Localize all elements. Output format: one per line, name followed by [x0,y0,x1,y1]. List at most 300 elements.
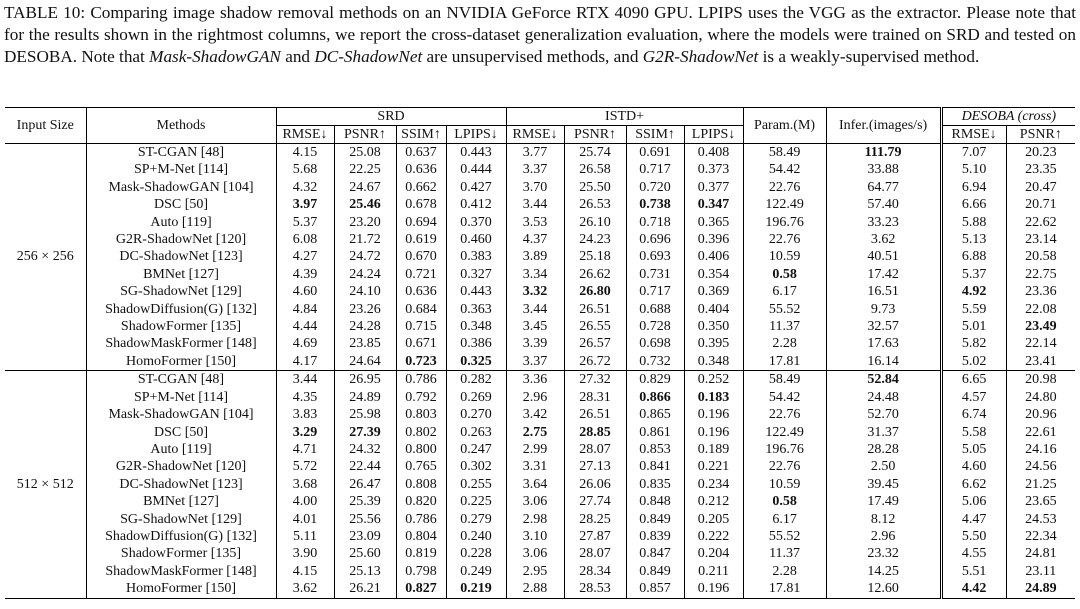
cell-srd-ssim: 0.670 [396,248,446,265]
cell-srd-rmse: 4.01 [276,511,334,528]
cell-srd-rmse: 4.00 [276,493,334,510]
table-row [5,580,1075,598]
cell-istd-psnr: 28.07 [564,441,626,458]
cell-param: 55.52 [743,301,826,318]
cell-istd-lpips: 0.350 [684,318,743,335]
cell-desoba-psnr: 20.23 [1006,144,1075,162]
cell-srd-rmse: 4.15 [276,144,334,162]
cell-srd-ssim: 0.765 [396,458,446,475]
table-row [5,424,1075,441]
cell-istd-ssim: 0.866 [626,389,684,406]
cell-istd-rmse: 3.44 [506,301,564,318]
cell-param: 22.76 [743,179,826,196]
cell-desoba-rmse: 5.37 [941,266,1006,283]
cell-srd-ssim: 0.804 [396,528,446,545]
cell-istd-psnr: 25.74 [564,144,626,162]
cell-istd-ssim: 0.698 [626,335,684,352]
method-cell: Mask-ShadowGAN [104] [86,406,276,423]
method-cell: ShadowFormer [135] [86,545,276,562]
cell-istd-psnr: 26.80 [564,283,626,300]
cell-istd-ssim: 0.829 [626,371,684,389]
cell-param: 17.81 [743,580,826,598]
cell-infer: 32.57 [826,318,941,335]
method-cell: G2R-ShadowNet [120] [86,458,276,475]
cell-srd-rmse: 5.11 [276,528,334,545]
cell-srd-rmse: 4.17 [276,353,334,371]
cell-srd-ssim: 0.636 [396,283,446,300]
cell-param: 122.49 [743,196,826,213]
cell-param: 10.59 [743,248,826,265]
cell-istd-ssim: 0.738 [626,196,684,213]
cell-istd-ssim: 0.717 [626,161,684,178]
cell-istd-rmse: 2.95 [506,563,564,580]
table-row [5,441,1075,458]
cell-desoba-psnr: 24.53 [1006,511,1075,528]
cell-srd-lpips: 0.255 [446,476,506,493]
table-row [5,231,1075,248]
cell-srd-psnr: 24.72 [334,248,396,265]
cell-istd-psnr: 26.57 [564,335,626,352]
cell-istd-psnr: 26.06 [564,476,626,493]
cell-srd-psnr: 26.21 [334,580,396,598]
cell-srd-ssim: 0.820 [396,493,446,510]
cell-srd-ssim: 0.802 [396,424,446,441]
cell-istd-rmse: 2.88 [506,580,564,598]
cell-desoba-psnr: 24.56 [1006,458,1075,475]
cell-infer: 16.51 [826,283,941,300]
cell-istd-psnr: 28.53 [564,580,626,598]
cell-infer: 9.73 [826,301,941,318]
cell-param: 22.76 [743,406,826,423]
method-cell: DC-ShadowNet [123] [86,248,276,265]
cell-istd-psnr: 28.07 [564,545,626,562]
cell-istd-lpips: 0.373 [684,161,743,178]
header-infer: Infer.(images/s) [826,108,941,144]
cell-desoba-rmse: 6.74 [941,406,1006,423]
cell-istd-ssim: 0.839 [626,528,684,545]
cell-srd-rmse: 3.83 [276,406,334,423]
cell-desoba-rmse: 5.82 [941,335,1006,352]
table-header [5,108,1075,144]
cell-istd-lpips: 0.196 [684,406,743,423]
cell-infer: 16.14 [826,353,941,371]
cell-srd-rmse: 3.44 [276,371,334,389]
cell-istd-lpips: 0.406 [684,248,743,265]
cell-srd-rmse: 4.15 [276,563,334,580]
cell-srd-rmse: 4.44 [276,318,334,335]
cell-istd-rmse: 3.06 [506,545,564,562]
cell-srd-lpips: 0.249 [446,563,506,580]
cell-istd-psnr: 26.10 [564,214,626,231]
cell-srd-ssim: 0.827 [396,580,446,598]
cell-istd-lpips: 0.234 [684,476,743,493]
table-row [5,528,1075,545]
header-istd-lpips: LPIPS↓ [684,126,743,144]
cell-desoba-psnr: 23.49 [1006,318,1075,335]
cell-param: 11.37 [743,318,826,335]
cell-srd-lpips: 0.282 [446,371,506,389]
cell-istd-lpips: 0.212 [684,493,743,510]
method-cell: G2R-ShadowNet [120] [86,231,276,248]
cell-srd-rmse: 5.37 [276,214,334,231]
cell-istd-rmse: 2.98 [506,511,564,528]
cell-infer: 3.62 [826,231,941,248]
cell-desoba-psnr: 22.61 [1006,424,1075,441]
cell-istd-psnr: 28.85 [564,424,626,441]
cell-istd-ssim: 0.848 [626,493,684,510]
cell-desoba-psnr: 24.89 [1006,580,1075,598]
method-cell: ST-CGAN [48] [86,144,276,162]
caption-italic-dc-shadownet: DC-ShadowNet [314,47,423,67]
cell-srd-lpips: 0.427 [446,179,506,196]
cell-srd-rmse: 4.27 [276,248,334,265]
cell-param: 2.28 [743,563,826,580]
cell-srd-lpips: 0.348 [446,318,506,335]
cell-srd-psnr: 25.46 [334,196,396,213]
cell-istd-psnr: 26.72 [564,353,626,371]
cell-srd-rmse: 3.97 [276,196,334,213]
cell-desoba-psnr: 22.62 [1006,214,1075,231]
cell-istd-ssim: 0.731 [626,266,684,283]
cell-istd-rmse: 2.99 [506,441,564,458]
cell-infer: 17.63 [826,335,941,352]
cell-desoba-psnr: 22.75 [1006,266,1075,283]
cell-srd-psnr: 23.20 [334,214,396,231]
cell-srd-ssim: 0.800 [396,441,446,458]
cell-istd-psnr: 27.74 [564,493,626,510]
cell-istd-rmse: 3.36 [506,371,564,389]
header-istd-psnr: PSNR↑ [564,126,626,144]
cell-srd-rmse: 5.68 [276,161,334,178]
cell-istd-rmse: 3.06 [506,493,564,510]
cell-istd-psnr: 27.13 [564,458,626,475]
cell-desoba-rmse: 4.42 [941,580,1006,598]
cell-istd-psnr: 27.32 [564,371,626,389]
cell-srd-rmse: 3.29 [276,424,334,441]
table-row [5,545,1075,562]
cell-desoba-rmse: 5.02 [941,353,1006,371]
caption-text: TABLE 10: Comparing image shadow removal methods on an NVIDIA GeForce RTX 4090 GPU. LPIPS uses the VGG as the extractor. Please note that for the results shown in the rightmost columns, we report the cross-dataset generalization evaluation, where the models were trained on SRD and tested on DESOBA. Note that [4,3,1076,67]
cell-infer: 64.77 [826,179,941,196]
cell-infer: 8.12 [826,511,941,528]
cell-srd-ssim: 0.715 [396,318,446,335]
cell-desoba-rmse: 6.66 [941,196,1006,213]
cell-infer: 57.40 [826,196,941,213]
cell-srd-lpips: 0.363 [446,301,506,318]
cell-srd-lpips: 0.225 [446,493,506,510]
cell-istd-ssim: 0.847 [626,545,684,562]
cell-desoba-psnr: 20.98 [1006,371,1075,389]
cell-desoba-psnr: 22.34 [1006,528,1075,545]
cell-istd-rmse: 2.96 [506,389,564,406]
header-istd-ssim: SSIM↑ [626,126,684,144]
cell-srd-rmse: 4.69 [276,335,334,352]
cell-desoba-rmse: 6.62 [941,476,1006,493]
cell-srd-psnr: 23.09 [334,528,396,545]
cell-srd-lpips: 0.386 [446,335,506,352]
cell-srd-psnr: 25.13 [334,563,396,580]
cell-srd-lpips: 0.302 [446,458,506,475]
cell-srd-ssim: 0.798 [396,563,446,580]
cell-istd-rmse: 3.53 [506,214,564,231]
header-desoba-psnr: PSNR↑ [1006,126,1075,144]
cell-srd-lpips: 0.444 [446,161,506,178]
cell-param: 10.59 [743,476,826,493]
cell-istd-ssim: 0.688 [626,301,684,318]
cell-desoba-rmse: 5.58 [941,424,1006,441]
cell-srd-psnr: 22.25 [334,161,396,178]
table-row [5,353,1075,371]
cell-srd-rmse: 6.08 [276,231,334,248]
cell-desoba-rmse: 4.92 [941,283,1006,300]
cell-desoba-rmse: 4.60 [941,458,1006,475]
method-cell: HomoFormer [150] [86,580,276,598]
cell-desoba-rmse: 5.05 [941,441,1006,458]
table-row [5,563,1075,580]
cell-istd-ssim: 0.691 [626,144,684,162]
method-cell: SP+M-Net [114] [86,389,276,406]
cell-srd-psnr: 27.39 [334,424,396,441]
header-methods: Methods [86,108,276,144]
cell-desoba-psnr: 20.96 [1006,406,1075,423]
cell-istd-lpips: 0.222 [684,528,743,545]
cell-srd-psnr: 25.56 [334,511,396,528]
method-cell: ShadowMaskFormer [148] [86,563,276,580]
cell-desoba-rmse: 6.88 [941,248,1006,265]
cell-srd-lpips: 0.263 [446,424,506,441]
cell-param: 0.58 [743,266,826,283]
cell-istd-lpips: 0.211 [684,563,743,580]
cell-srd-rmse: 4.35 [276,389,334,406]
table-caption [4,2,1076,69]
cell-srd-rmse: 4.71 [276,441,334,458]
method-cell: Auto [119] [86,441,276,458]
cell-infer: 33.88 [826,161,941,178]
cell-istd-lpips: 0.252 [684,371,743,389]
cell-infer: 17.42 [826,266,941,283]
cell-desoba-rmse: 7.07 [941,144,1006,162]
cell-srd-lpips: 0.228 [446,545,506,562]
cell-infer: 39.45 [826,476,941,493]
cell-infer: 2.50 [826,458,941,475]
header-istd-rmse: RMSE↓ [506,126,564,144]
cell-istd-ssim: 0.717 [626,283,684,300]
cell-istd-ssim: 0.849 [626,563,684,580]
table-row [5,318,1075,335]
cell-istd-rmse: 3.37 [506,161,564,178]
cell-istd-psnr: 27.87 [564,528,626,545]
cell-srd-psnr: 22.44 [334,458,396,475]
cell-istd-rmse: 3.34 [506,266,564,283]
method-cell: ShadowFormer [135] [86,318,276,335]
cell-desoba-rmse: 5.59 [941,301,1006,318]
cell-srd-rmse: 4.84 [276,301,334,318]
cell-param: 6.17 [743,511,826,528]
cell-istd-ssim: 0.835 [626,476,684,493]
cell-desoba-rmse: 5.01 [941,318,1006,335]
cell-param: 0.58 [743,493,826,510]
cell-param: 55.52 [743,528,826,545]
cell-istd-rmse: 3.39 [506,335,564,352]
cell-srd-ssim: 0.678 [396,196,446,213]
cell-param: 122.49 [743,424,826,441]
cell-srd-psnr: 24.10 [334,283,396,300]
cell-infer: 111.79 [826,144,941,162]
cell-istd-lpips: 0.395 [684,335,743,352]
cell-desoba-rmse: 4.47 [941,511,1006,528]
cell-istd-ssim: 0.857 [626,580,684,598]
cell-istd-lpips: 0.183 [684,389,743,406]
cell-istd-rmse: 3.45 [506,318,564,335]
cell-srd-psnr: 21.72 [334,231,396,248]
cell-infer: 33.23 [826,214,941,231]
cell-infer: 12.60 [826,580,941,598]
table-row [5,493,1075,510]
cell-desoba-psnr: 23.14 [1006,231,1075,248]
cell-srd-psnr: 24.64 [334,353,396,371]
table-row [5,458,1075,475]
cell-istd-lpips: 0.404 [684,301,743,318]
header-srd-lpips: LPIPS↓ [446,126,506,144]
table-row [5,144,1075,162]
cell-infer: 2.96 [826,528,941,545]
cell-param: 196.76 [743,214,826,231]
method-cell: SG-ShadowNet [129] [86,511,276,528]
results-table [5,107,1075,599]
cell-param: 2.28 [743,335,826,352]
cell-srd-ssim: 0.803 [396,406,446,423]
input-size-cell: 256 × 256 [5,144,86,371]
cell-istd-rmse: 3.64 [506,476,564,493]
cell-desoba-psnr: 23.11 [1006,563,1075,580]
cell-istd-ssim: 0.728 [626,318,684,335]
cell-desoba-psnr: 20.47 [1006,179,1075,196]
method-cell: BMNet [127] [86,266,276,283]
cell-srd-ssim: 0.786 [396,511,446,528]
header-istd: ISTD+ [506,108,743,126]
cell-infer: 52.70 [826,406,941,423]
method-cell: SP+M-Net [114] [86,161,276,178]
cell-istd-lpips: 0.354 [684,266,743,283]
cell-srd-lpips: 0.443 [446,283,506,300]
cell-istd-rmse: 3.10 [506,528,564,545]
cell-desoba-psnr: 24.81 [1006,545,1075,562]
cell-istd-rmse: 4.37 [506,231,564,248]
cell-infer: 40.51 [826,248,941,265]
cell-istd-psnr: 28.31 [564,389,626,406]
cell-istd-ssim: 0.718 [626,214,684,231]
cell-srd-psnr: 24.67 [334,179,396,196]
method-cell: ShadowMaskFormer [148] [86,335,276,352]
header-srd: SRD [276,108,506,126]
cell-istd-rmse: 3.77 [506,144,564,162]
cell-istd-lpips: 0.221 [684,458,743,475]
cell-desoba-psnr: 21.25 [1006,476,1075,493]
cell-istd-psnr: 28.25 [564,511,626,528]
method-cell: BMNet [127] [86,493,276,510]
caption-text: are unsupervised methods, and [422,47,643,67]
cell-param: 58.49 [743,371,826,389]
cell-param: 11.37 [743,545,826,562]
cell-srd-rmse: 3.90 [276,545,334,562]
method-cell: ShadowDiffusion(G) [132] [86,301,276,318]
header-desoba-rmse: RMSE↓ [941,126,1006,144]
header-desoba: DESOBA (cross) [941,108,1075,126]
cell-srd-lpips: 0.240 [446,528,506,545]
cell-desoba-psnr: 23.65 [1006,493,1075,510]
table-row [5,266,1075,283]
cell-srd-lpips: 0.219 [446,580,506,598]
cell-istd-lpips: 0.196 [684,424,743,441]
cell-desoba-psnr: 24.16 [1006,441,1075,458]
cell-infer: 31.37 [826,424,941,441]
cell-srd-lpips: 0.443 [446,144,506,162]
cell-param: 17.81 [743,353,826,371]
cell-srd-ssim: 0.786 [396,371,446,389]
cell-istd-lpips: 0.205 [684,511,743,528]
cell-srd-rmse: 4.39 [276,266,334,283]
cell-istd-psnr: 25.50 [564,179,626,196]
cell-istd-lpips: 0.348 [684,353,743,371]
cell-infer: 17.49 [826,493,941,510]
cell-srd-lpips: 0.327 [446,266,506,283]
cell-istd-psnr: 25.18 [564,248,626,265]
cell-desoba-rmse: 6.94 [941,179,1006,196]
method-cell: Mask-ShadowGAN [104] [86,179,276,196]
table-row [5,196,1075,213]
cell-desoba-psnr: 24.80 [1006,389,1075,406]
table-body [5,144,1075,599]
cell-istd-ssim: 0.720 [626,179,684,196]
cell-desoba-psnr: 22.08 [1006,301,1075,318]
cell-srd-rmse: 3.62 [276,580,334,598]
cell-srd-lpips: 0.460 [446,231,506,248]
cell-srd-rmse: 4.60 [276,283,334,300]
caption-text: and [280,47,315,67]
cell-srd-psnr: 25.60 [334,545,396,562]
cell-istd-psnr: 28.34 [564,563,626,580]
table-row [5,283,1075,300]
cell-istd-ssim: 0.693 [626,248,684,265]
table-row [5,248,1075,265]
header-srd-psnr: PSNR↑ [334,126,396,144]
caption-italic-mask-shadowgan: Mask-ShadowGAN [149,47,281,67]
table-row [5,335,1075,352]
cell-istd-rmse: 3.37 [506,353,564,371]
cell-desoba-rmse: 5.88 [941,214,1006,231]
cell-istd-rmse: 3.32 [506,283,564,300]
cell-param: 58.49 [743,144,826,162]
cell-istd-ssim: 0.696 [626,231,684,248]
method-cell: SG-ShadowNet [129] [86,283,276,300]
method-cell: HomoFormer [150] [86,353,276,371]
cell-param: 54.42 [743,161,826,178]
cell-istd-ssim: 0.865 [626,406,684,423]
cell-srd-lpips: 0.270 [446,406,506,423]
cell-istd-psnr: 26.53 [564,196,626,213]
cell-istd-lpips: 0.347 [684,196,743,213]
cell-srd-ssim: 0.636 [396,161,446,178]
cell-srd-psnr: 26.95 [334,371,396,389]
cell-istd-lpips: 0.369 [684,283,743,300]
cell-srd-lpips: 0.370 [446,214,506,231]
table-row [5,179,1075,196]
cell-desoba-psnr: 22.14 [1006,335,1075,352]
cell-desoba-rmse: 6.65 [941,371,1006,389]
table-row [5,476,1075,493]
cell-istd-lpips: 0.189 [684,441,743,458]
cell-param: 6.17 [743,283,826,300]
